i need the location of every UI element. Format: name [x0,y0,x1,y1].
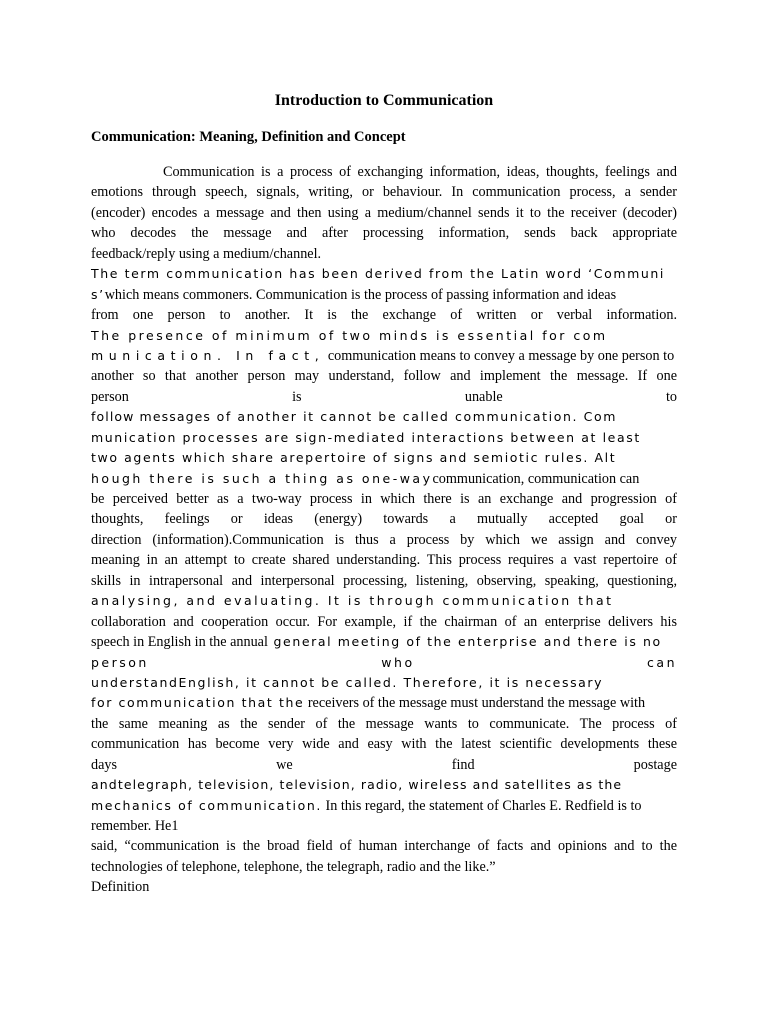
text-line: said, “communication is the broad field of human interchange of facts and opinions and to the [91,838,677,855]
text-span: for communication that the [91,695,305,711]
text-line [91,693,677,713]
text-line [91,346,677,366]
text-line: Definition [91,879,150,896]
body-text [91,162,677,898]
text-span: speech in English in the annual [91,634,268,651]
text-line: two agents which share arepertoire of signs and semiotic rules. Alt [91,450,617,466]
text-line: thoughts, feelings or ideas (energy) towards a mutually accepted goal or [91,511,677,528]
text-line [91,469,677,489]
text-line: analysing, and evaluating. It is through communication that [91,593,614,609]
text-line: collaboration and cooperation occur. For example, if the chairman of an enterprise delivers his [91,613,677,630]
section-heading: Communication: Meaning, Definition and Concept [91,129,406,145]
text-line: andtelegraph, television, television, radio, wireless and satellites as the [91,777,623,793]
text-line: another so that another person may understand, follow and implement the message. If one [91,368,677,385]
text-line: The presence of minimum of two minds is essential for com [91,327,608,343]
text-line: person is unable to [91,388,677,405]
text-line: munication processes are sign-mediated interactions between at least [91,429,641,445]
text-line: skills in intrapersonal and interpersonal processing, listening, observing, speaking, questioning, [91,572,677,589]
text-line: person who can [91,654,677,670]
text-span: of another it cannot be called communication. Com [211,409,617,425]
text-line: emotions through speech, signals, writing, or behaviour. In communication process, a sender [91,184,677,201]
text-line [91,796,677,816]
text-span: follow messages [91,409,212,425]
text-line [91,407,677,427]
text-line: remember. He1 [91,818,179,834]
text-span: which means commoners. Communication is the process of passing information and ideas [104,286,617,303]
text-line: Communication is a process of exchanging information, ideas, thoughts, feelings and [163,164,677,180]
text-span: general meeting of the enterprise and there is no [267,634,662,650]
text-span: receivers of the message must understand the message with [304,695,646,712]
text-line: understandEnglish, it cannot be called. Therefore, it is necessary [91,674,604,690]
text-span: hough there is such a thing as one-way [91,470,433,486]
text-line: feedback/reply using a medium/channel. [91,245,322,262]
text-line [91,632,677,652]
page-title: Introduction to Communication [274,92,494,109]
text-span: In this regard, the statement of Charles E. Redfield is to [321,797,642,814]
text-line: direction (information).Communication is thus a process by which we assign and convey [91,531,677,548]
text-span: s’ [91,286,105,302]
text-line: be perceived better as a two-way process in which there is an exchange and progression of [91,491,677,507]
text-span: munication. In fact, [91,347,325,363]
text-line [91,285,677,305]
text-span: mechanics of communication. [91,797,322,813]
text-span: communication, communication can [432,470,640,487]
text-line: (encoder) encodes a message and then using a medium/channel sends it to the receiver (decoder) [91,204,677,221]
text-line: days we find postage [91,756,677,773]
text-line: meaning in an attempt to create shared understanding. This process requires a vast repertoire of [91,552,677,569]
text-line: the same meaning as the sender of the message wants to communicate. The process of [91,715,677,732]
text-line: from one person to another. It is the exchange of written or verbal information. [91,307,677,324]
text-line: who decodes the message and after processing information, sends back appropriate [91,225,677,242]
text-line: technologies of telephone, telephone, the telegraph, radio and the like.” [91,858,496,875]
text-span: communication means to convey a message by one person to [324,347,675,364]
text-line: The term communication has been derived from the Latin word ‘Communi [91,266,665,282]
text-line: communication has become very wide and easy with the latest scientific developments these [91,736,677,753]
